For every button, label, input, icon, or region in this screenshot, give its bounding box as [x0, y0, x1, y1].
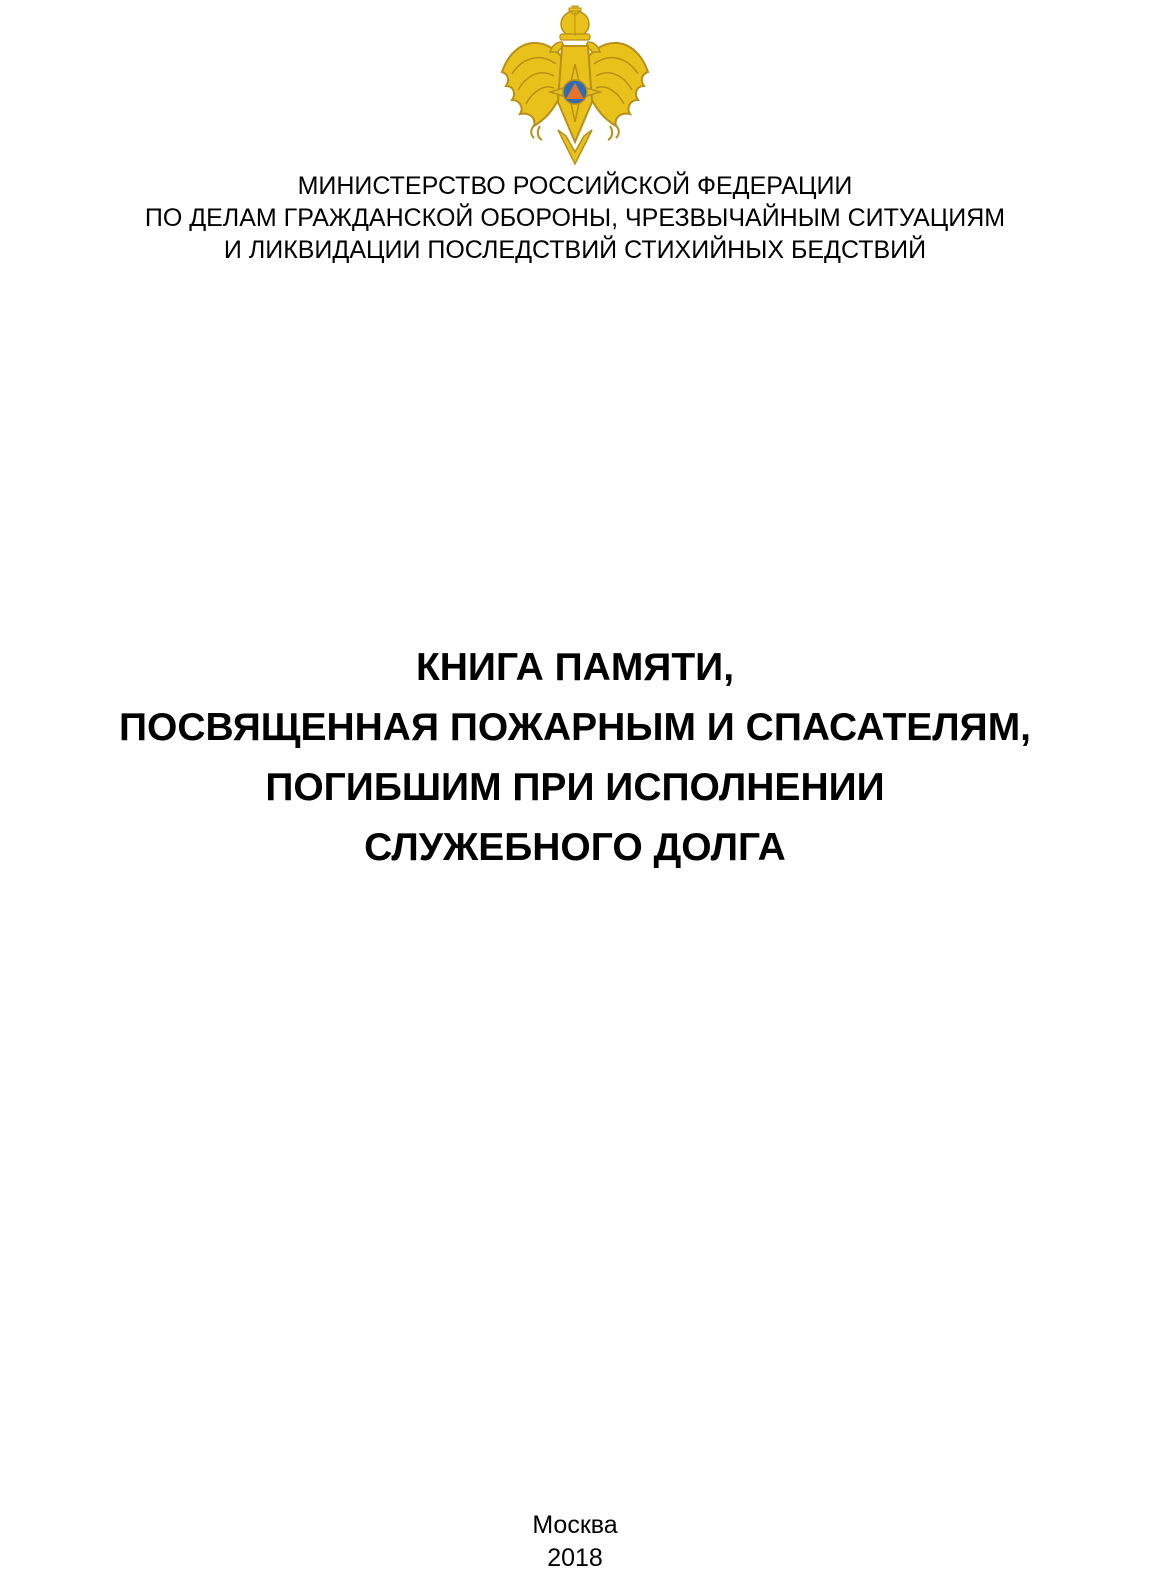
emchs-emblem-icon [500, 2, 650, 167]
ministry-name [0, 170, 1150, 266]
imprint-city: Москва [532, 1511, 618, 1539]
ministry-line-3: И ЛИКВИДАЦИИ ПОСЛЕДСТВИЙ СТИХИЙНЫХ БЕДСТВИЙ [223, 236, 927, 264]
ministry-line-1: МИНИСТЕРСТВО РОССИЙСКОЙ ФЕДЕРАЦИИ [297, 172, 853, 200]
title-line-2: ПОСВЯЩЕННАЯ ПОЖАРНЫМ И СПАСАТЕЛЯМ, [118, 706, 1032, 749]
title-line-3: ПОГИБШИМ ПРИ ИСПОЛНЕНИИ [265, 766, 885, 809]
imprint [0, 1509, 1150, 1575]
crown-icon [560, 6, 590, 40]
title-line-4: СЛУЖЕБНОГО ДОЛГА [364, 826, 786, 869]
book-title [0, 638, 1150, 878]
title-line-1: КНИГА ПАМЯТИ, [415, 646, 735, 689]
ministry-line-2: ПО ДЕЛАМ ГРАЖДАНСКОЙ ОБОРОНЫ, ЧРЕЗВЫЧАЙНЫМ СИТУАЦИЯМ [144, 204, 1006, 232]
imprint-year: 2018 [547, 1544, 603, 1572]
